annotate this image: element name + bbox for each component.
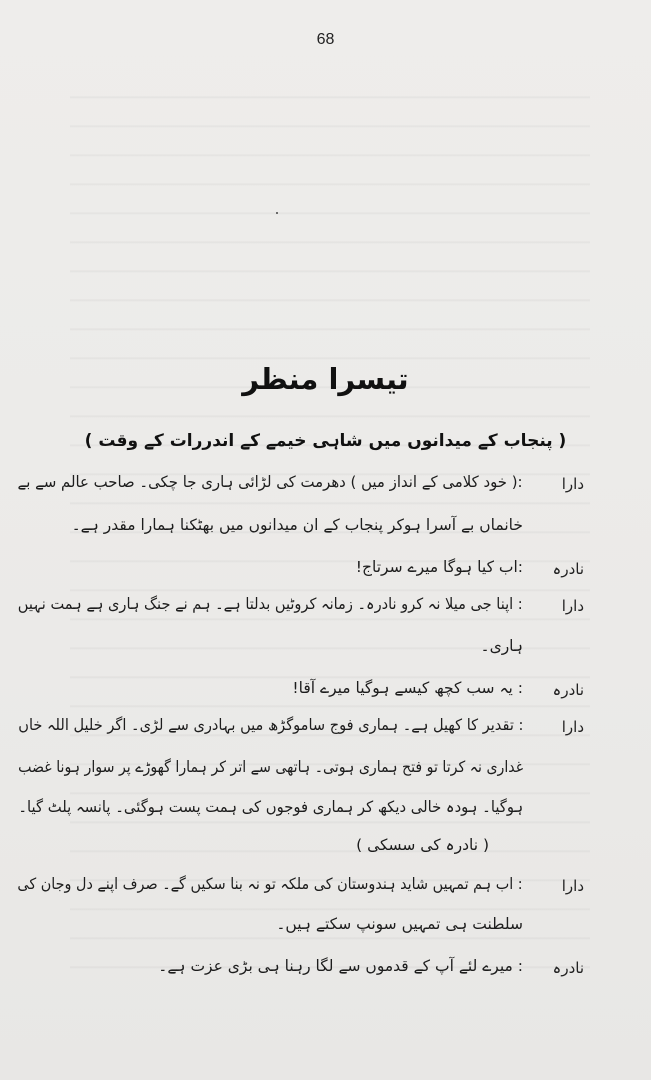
scene-title: تیسرا منظر bbox=[242, 362, 409, 396]
dialogue-line: : اپنا جی میلا نہ کرو نادرہ۔ زمانہ کروٹیں بدلتا ہے۔ ہم نے جنگ ہاری ہے ہمت نہیں bbox=[18, 595, 523, 613]
stage-direction: ( نادرہ کی سسکی ) bbox=[356, 836, 489, 854]
dialogue-line: :اب کیا ہوگا میرے سرتاج! bbox=[355, 558, 523, 576]
speaker-name: دارا bbox=[561, 597, 584, 615]
dialogue-line: : میرے لئے آپ کے قدموں سے لگا رہنا ہی بڑی عزت ہے۔ bbox=[158, 957, 523, 975]
dialogue-line: : یہ سب کچھ کیسے ہوگیا میرے آقا! bbox=[292, 679, 523, 697]
dialogue-line: غداری نہ کرتا تو فتح ہماری ہوتی۔ ہاتھی سے اتر کر ہمارا گھوڑے پر سوار ہونا غضب bbox=[17, 758, 523, 776]
speaker-name: نادرہ bbox=[552, 681, 584, 699]
scene-subtitle: ( پنجاب کے میدانوں میں شاہی خیمے کے اندررات کے وقت ) bbox=[84, 431, 567, 451]
dialogue-line: : اب ہم تمہیں شاید ہندوستان کی ملکہ تو نہ بنا سکیں گے۔ صرف اپنے دل وجان کی bbox=[17, 875, 523, 893]
ink-speck bbox=[276, 212, 278, 214]
speaker-name: نادرہ bbox=[552, 560, 584, 578]
dialogue-line: :( خود کلامی کے انداز میں ) دھرمت کی لڑائی ہاری جا چکی۔ صاحب عالم سے بے bbox=[17, 473, 523, 491]
dialogue-line: : تقدیر کا کھیل ہے۔ ہماری فوج ساموگڑھ میں بہادری سے لڑی۔ اگر خلیل اللہ خاں bbox=[17, 716, 523, 734]
dialogue-line: ہاری۔ bbox=[480, 637, 523, 655]
page-number: 68 bbox=[316, 31, 335, 48]
dialogue-line: خانماں بے آسرا ہوکر پنجاب کے ان میدانوں میں بھٹکنا ہمارا مقدر ہے۔ bbox=[71, 516, 523, 534]
dialogue-line: سلطنت ہی تمہیں سونپ سکتے ہیں۔ bbox=[276, 915, 523, 933]
speaker-name: دارا bbox=[561, 718, 584, 736]
speaker-name: نادرہ bbox=[552, 959, 584, 977]
speaker-name: دارا bbox=[561, 475, 584, 493]
speaker-name: دارا bbox=[561, 877, 584, 895]
dialogue-line: ہوگیا۔ ہودہ خالی دیکھ کر ہماری فوجوں کی ہمت پست ہوگئی۔ پانسہ پلٹ گیا۔ bbox=[18, 798, 523, 816]
